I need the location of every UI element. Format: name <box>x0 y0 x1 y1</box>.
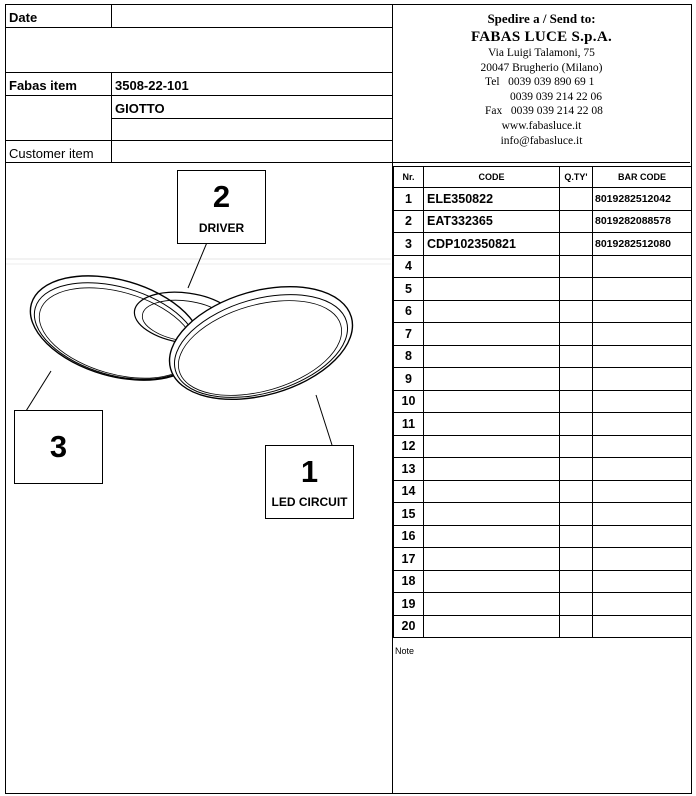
col-header-barcode: BAR CODE <box>593 167 692 188</box>
part-barcode <box>593 548 692 571</box>
company-name: FABAS LUCE S.p.A. <box>470 29 613 45</box>
row-number: 5 <box>394 278 424 301</box>
divider <box>111 118 392 119</box>
part-barcode <box>593 503 692 526</box>
row-number: 13 <box>394 458 424 481</box>
row-number: 19 <box>394 593 424 616</box>
col-header-nr: Nr. <box>394 167 424 188</box>
address-line-2: 20047 Brugherio (Milano) <box>480 61 603 74</box>
row-number: 7 <box>394 323 424 346</box>
part-code <box>424 278 560 301</box>
tel-line-1 <box>393 75 690 90</box>
parts-table <box>393 166 692 638</box>
callout-number: 1 <box>300 454 319 489</box>
table-row <box>394 480 692 503</box>
part-qty <box>560 458 593 481</box>
table-row <box>394 300 692 323</box>
row-number: 10 <box>394 390 424 413</box>
row-number: 17 <box>394 548 424 571</box>
callout-led-circuit <box>265 445 354 519</box>
fax-number: 0039 039 214 22 08 <box>510 105 603 118</box>
table-row <box>394 615 692 638</box>
table-row <box>394 233 692 256</box>
callout-driver <box>177 170 266 244</box>
row-number: 3 <box>394 233 424 256</box>
send-to-title: Spedire a / Send to: <box>487 11 596 26</box>
part-qty <box>560 345 593 368</box>
part-qty <box>560 390 593 413</box>
part-code <box>424 458 560 481</box>
table-row <box>394 278 692 301</box>
divider <box>5 95 392 96</box>
part-qty <box>560 480 593 503</box>
table-row <box>394 255 692 278</box>
part-barcode <box>593 525 692 548</box>
callout-label: LED CIRCUIT <box>271 495 348 509</box>
note-label: Note <box>395 646 415 656</box>
row-number: 20 <box>394 615 424 638</box>
part-code <box>424 548 560 571</box>
tel-line-2 <box>393 90 690 105</box>
row-number: 2 <box>394 210 424 233</box>
table-row <box>394 593 692 616</box>
leader-line-led <box>316 395 332 445</box>
table-row <box>394 548 692 571</box>
row-number: 12 <box>394 435 424 458</box>
part-barcode <box>593 323 692 346</box>
part-code <box>424 323 560 346</box>
part-qty <box>560 255 593 278</box>
tel-number-2: 0039 039 214 22 06 <box>510 90 602 103</box>
table-row <box>394 345 692 368</box>
fabas-item-code: 3508-22-101 <box>115 78 189 93</box>
row-number: 9 <box>394 368 424 391</box>
table-row <box>394 323 692 346</box>
row-number: 1 <box>394 188 424 211</box>
part-barcode: 8019282088578 <box>593 210 692 233</box>
divider <box>5 27 392 28</box>
row-number: 11 <box>394 413 424 436</box>
right-ring <box>156 267 365 419</box>
callout-ring-3 <box>14 410 103 484</box>
part-qty <box>560 503 593 526</box>
part-code <box>424 525 560 548</box>
part-qty <box>560 278 593 301</box>
callout-number: 3 <box>49 429 68 464</box>
part-code: CDP102350821 <box>424 233 560 256</box>
tel-label: Tel <box>485 76 500 89</box>
table-row <box>394 503 692 526</box>
part-barcode <box>593 368 692 391</box>
divider <box>111 4 112 27</box>
part-barcode <box>593 390 692 413</box>
website[interactable]: www.fabasluce.it <box>501 119 582 132</box>
row-number: 18 <box>394 570 424 593</box>
table-header-row <box>394 167 692 188</box>
divider <box>5 140 392 141</box>
part-qty <box>560 615 593 638</box>
part-code <box>424 435 560 458</box>
part-qty <box>560 570 593 593</box>
send-to-block <box>393 5 690 162</box>
table-row <box>394 570 692 593</box>
leader-line-ring-3 <box>26 371 51 411</box>
part-barcode <box>593 480 692 503</box>
row-number: 8 <box>394 345 424 368</box>
part-qty <box>560 525 593 548</box>
part-barcode <box>593 255 692 278</box>
part-code <box>424 593 560 616</box>
divider <box>5 72 392 73</box>
part-qty <box>560 188 593 211</box>
part-code <box>424 503 560 526</box>
row-number: 4 <box>394 255 424 278</box>
table-row <box>394 390 692 413</box>
table-row <box>394 525 692 548</box>
part-barcode <box>593 278 692 301</box>
table-row <box>394 458 692 481</box>
table-row <box>394 413 692 436</box>
part-qty <box>560 323 593 346</box>
part-barcode: 8019282512042 <box>593 188 692 211</box>
row-number: 15 <box>394 503 424 526</box>
part-barcode <box>593 458 692 481</box>
callout-label: DRIVER <box>198 221 245 235</box>
part-barcode <box>593 615 692 638</box>
table-row <box>394 210 692 233</box>
part-code <box>424 368 560 391</box>
part-qty <box>560 435 593 458</box>
divider <box>111 72 112 162</box>
part-qty <box>560 413 593 436</box>
part-barcode <box>593 345 692 368</box>
part-barcode <box>593 570 692 593</box>
part-qty <box>560 300 593 323</box>
part-qty <box>560 368 593 391</box>
part-barcode <box>593 593 692 616</box>
part-code <box>424 255 560 278</box>
fax-line <box>393 104 690 119</box>
col-header-qty: Q.TY' <box>560 167 593 188</box>
part-qty <box>560 233 593 256</box>
part-qty <box>560 210 593 233</box>
part-barcode <box>593 300 692 323</box>
row-number: 6 <box>394 300 424 323</box>
row-number: 14 <box>394 480 424 503</box>
tel-number-1: 0039 039 890 69 1 <box>508 76 595 89</box>
part-code: ELE350822 <box>424 188 560 211</box>
part-qty <box>560 593 593 616</box>
part-code <box>424 480 560 503</box>
table-row <box>394 435 692 458</box>
parts-table-body <box>394 188 692 638</box>
table-row <box>394 188 692 211</box>
part-barcode <box>593 435 692 458</box>
part-qty <box>560 548 593 571</box>
fax-label: Fax <box>485 105 503 118</box>
table-row <box>394 368 692 391</box>
part-code <box>424 300 560 323</box>
row-number: 16 <box>394 525 424 548</box>
callout-number: 2 <box>212 179 231 214</box>
part-barcode <box>593 413 692 436</box>
part-code <box>424 413 560 436</box>
address-line-1: Via Luigi Talamoni, 75 <box>488 47 595 59</box>
col-header-code: CODE <box>424 167 560 188</box>
fabas-item-label: Fabas item <box>9 78 77 93</box>
part-code: EAT332365 <box>424 210 560 233</box>
part-barcode: 8019282512080 <box>593 233 692 256</box>
email[interactable]: info@fabasluce.it <box>500 134 583 147</box>
part-code <box>424 390 560 413</box>
customer-item-label: Customer item <box>9 146 94 161</box>
part-code <box>424 615 560 638</box>
date-label: Date <box>9 10 38 25</box>
fabas-item-name: GIOTTO <box>115 101 165 116</box>
part-code <box>424 345 560 368</box>
part-code <box>424 570 560 593</box>
